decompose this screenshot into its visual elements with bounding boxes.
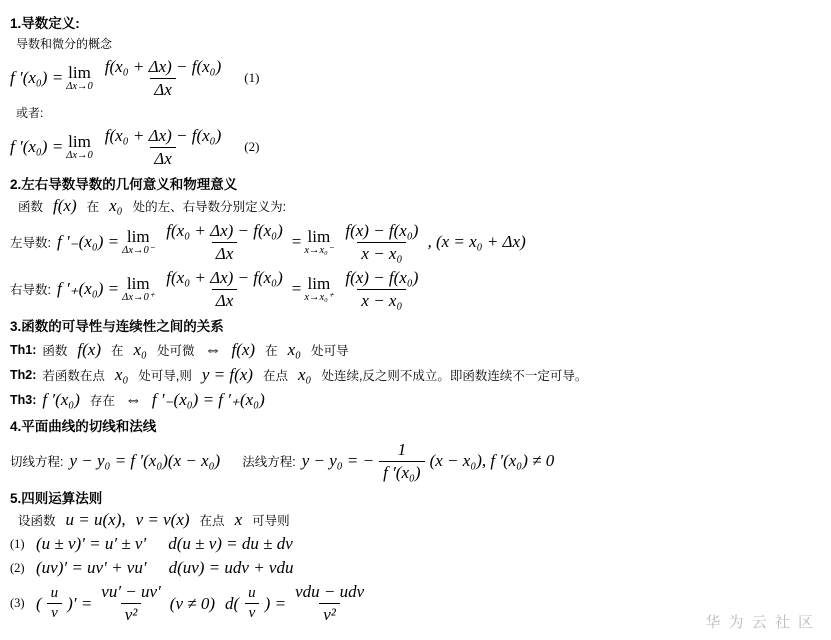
section-heading-5: 5.四则运算法则 bbox=[10, 491, 103, 507]
intro-fx: f(x) bbox=[53, 196, 77, 216]
right-derivative-lhs: f ′₊(x₀) = bbox=[56, 279, 120, 299]
intro-pre: 函数 bbox=[18, 200, 44, 215]
theorem-2-math-b: y = f(x) bbox=[201, 365, 253, 385]
intro-mid: 在 bbox=[86, 200, 100, 215]
fraction-numerator: 1 bbox=[397, 440, 407, 460]
fraction-denominator: v² bbox=[121, 603, 142, 625]
limit-op: lim bbox=[307, 227, 331, 247]
fraction-denominator: v bbox=[245, 603, 260, 622]
tangent-equation: y − y₀ = f ′(x₀)(x − x₀) bbox=[69, 451, 221, 471]
theorem-2 bbox=[10, 365, 821, 385]
rule-3-index: (3) bbox=[10, 596, 25, 611]
fraction-numerator: f(x₀ + Δx) − f(x₀) bbox=[104, 57, 222, 76]
limit-sub: x→x₀⁻ bbox=[304, 245, 334, 257]
fraction-denominator: Δx bbox=[150, 78, 176, 100]
intro-pre: 设函数 bbox=[18, 514, 56, 529]
left-equals: = bbox=[291, 232, 302, 252]
theorem-2-text-b: 处可导,则 bbox=[138, 369, 192, 384]
limit-op: lim bbox=[126, 274, 150, 294]
theorem-2-math-a: x₀ bbox=[114, 365, 129, 385]
fraction-numerator: u bbox=[248, 584, 256, 601]
theorem-1-text-c: 处可微 bbox=[156, 344, 195, 359]
theorem-2-text-a: 若函数在点 bbox=[42, 369, 105, 384]
intro-x0: x₀ bbox=[109, 196, 123, 216]
rule-3-left-lhs-fraction bbox=[47, 585, 63, 623]
theorem-1 bbox=[10, 340, 821, 360]
equation-1-fraction bbox=[101, 57, 225, 99]
intro-post: 可导则 bbox=[252, 514, 290, 529]
watermark: 华 为 云 社 区 bbox=[705, 614, 815, 631]
intro-u: u = u(x), bbox=[65, 510, 126, 530]
rule-row-3 bbox=[10, 582, 821, 624]
equation-2-number: (2) bbox=[244, 139, 260, 155]
theorem-3-math-b: f ′₋(x₀) = f ′₊(x₀) bbox=[151, 390, 265, 410]
normal-lhs: y − y₀ = − bbox=[301, 451, 375, 471]
equation-2 bbox=[10, 126, 821, 168]
section-heading-4: 4.平面曲线的切线和法线 bbox=[10, 419, 157, 435]
fraction-numerator: vdu − udv bbox=[295, 582, 365, 602]
rule-3-left-paren-open: ( bbox=[36, 593, 42, 613]
right-fraction-1 bbox=[162, 268, 286, 310]
right-derivative-label: 右导数: bbox=[10, 283, 51, 298]
intro-x: x bbox=[234, 510, 243, 530]
fraction-numerator: f(x) − f(x₀) bbox=[345, 221, 419, 241]
tangent-label: 切线方程: bbox=[10, 455, 64, 470]
equation-1-limit bbox=[66, 64, 93, 92]
equation-1-lhs: f ′(x₀) = bbox=[10, 68, 64, 88]
fraction-denominator: v² bbox=[319, 603, 340, 625]
theorem-3-text-a: 存在 bbox=[89, 394, 115, 409]
theorem-1-math-a: f(x) bbox=[77, 340, 101, 360]
theorem-1-math-d: x₀ bbox=[287, 340, 302, 360]
fraction-numerator: vu′ − uv′ bbox=[101, 582, 161, 602]
theorem-3-tag: Th3: bbox=[10, 393, 37, 408]
normal-rhs: (x − x₀), f ′(x₀) ≠ 0 bbox=[429, 451, 555, 471]
fraction-denominator: Δx bbox=[150, 147, 176, 169]
left-trailing: , (x = x₀ + Δx) bbox=[427, 232, 526, 252]
rule-2-right: d(uv) = udv + vdu bbox=[168, 558, 294, 578]
limit-op: lim bbox=[126, 227, 150, 247]
intro-mid: 在点 bbox=[199, 514, 225, 529]
theorem-1-math-b: x₀ bbox=[133, 340, 147, 360]
theorem-2-math-c: x₀ bbox=[297, 365, 312, 385]
rule-1-right: d(u ± v) = du ± dv bbox=[168, 534, 293, 554]
rule-2-left: (uv)′ = uv′ + vu′ bbox=[36, 558, 147, 578]
theorem-1-text-b: 在 bbox=[111, 344, 124, 359]
section-heading-3: 3.函数的可导性与连续性之间的关系 bbox=[10, 319, 224, 335]
fraction-numerator: f(x₀ + Δx) − f(x₀) bbox=[104, 126, 222, 146]
left-limit-1 bbox=[122, 228, 154, 256]
fraction-numerator: f(x) − f(x₀) bbox=[345, 268, 419, 288]
theorem-1-math-c: f(x) bbox=[231, 340, 256, 360]
theorem-2-text-d: 处连续,反之则不成立。即函数连续不一定可导。 bbox=[321, 369, 588, 384]
equation-2-fraction bbox=[101, 126, 225, 168]
theorem-1-text-e: 处可导 bbox=[311, 344, 349, 359]
right-fraction-2 bbox=[341, 268, 422, 310]
section-heading-1: 1.导数定义: bbox=[10, 16, 80, 31]
equation-2-limit bbox=[66, 133, 93, 161]
fraction-denominator: x − x₀ bbox=[357, 242, 406, 264]
section-1-note: 导数和微分的概念 bbox=[16, 37, 113, 51]
rule-2-index: (2) bbox=[10, 560, 25, 575]
section-5-intro bbox=[18, 510, 821, 530]
theorem-3 bbox=[10, 390, 821, 410]
limit-sub: Δx→0⁺ bbox=[122, 292, 155, 304]
fraction-denominator: v bbox=[47, 603, 62, 622]
rule-3-right-fraction bbox=[291, 582, 368, 624]
fraction-denominator: f ′(x₀) bbox=[379, 461, 424, 483]
rule-1-left: (u ± v)′ = u′ ± v′ bbox=[36, 534, 147, 554]
normal-fraction bbox=[379, 440, 424, 482]
rule-3-right-lhs: d( bbox=[225, 593, 240, 613]
limit-sub: Δx→0 bbox=[66, 80, 93, 92]
or-label: 或者: bbox=[16, 106, 44, 121]
rule-row-1 bbox=[10, 534, 821, 554]
rule-3-left-condition: (v ≠ 0) bbox=[169, 593, 215, 613]
intro-v: v = v(x) bbox=[135, 510, 190, 530]
fraction-denominator: Δx bbox=[212, 289, 238, 311]
left-limit-2 bbox=[304, 228, 333, 256]
theorem-1-arrow: ⇔ bbox=[204, 340, 222, 360]
equation-1 bbox=[10, 57, 821, 99]
theorem-1-text-d: 在 bbox=[265, 344, 278, 359]
left-derivative-lhs: f ′₋(x₀) = bbox=[56, 232, 120, 252]
theorem-2-text-c: 在点 bbox=[262, 369, 288, 384]
fraction-denominator: Δx bbox=[212, 242, 238, 264]
rule-3-right-eq: ) = bbox=[264, 593, 287, 613]
left-fraction-2 bbox=[341, 221, 422, 263]
theorem-3-math-a: f ′(x₀) bbox=[42, 390, 80, 410]
tangent-normal-equations bbox=[10, 440, 821, 482]
intro-post: 处的左、右导数分别定义为: bbox=[132, 200, 287, 215]
theorem-3-arrow: ⇔ bbox=[124, 390, 142, 410]
limit-sub: Δx→0 bbox=[66, 150, 93, 162]
fraction-numerator: u bbox=[50, 584, 59, 601]
section-heading-2: 2.左右导数导数的几何意义和物理意义 bbox=[10, 177, 238, 193]
section-2-intro bbox=[18, 196, 821, 216]
rule-3-left-eq: ′ = bbox=[72, 593, 93, 613]
theorem-1-tag: Th1: bbox=[10, 343, 37, 358]
rule-3-right-lhs-fraction bbox=[244, 585, 260, 623]
fraction-numerator: f(x₀ + Δx) − f(x₀) bbox=[166, 221, 283, 241]
limit-op: lim bbox=[68, 132, 91, 152]
right-limit-2 bbox=[304, 275, 333, 303]
rule-3-left-fraction bbox=[97, 582, 165, 624]
fraction-denominator: x − x₀ bbox=[357, 289, 406, 311]
rule-1-index: (1) bbox=[10, 536, 25, 551]
left-derivative-label: 左导数: bbox=[10, 236, 51, 251]
rule-row-2 bbox=[10, 558, 821, 578]
right-derivative-equation bbox=[10, 268, 821, 310]
limit-op: lim bbox=[307, 274, 331, 294]
right-limit-1 bbox=[122, 275, 154, 303]
rule-3-left-paren-close: ) bbox=[67, 593, 73, 613]
equation-1-number: (1) bbox=[244, 70, 260, 86]
limit-sub: x→x₀⁺ bbox=[304, 292, 334, 304]
left-fraction-1 bbox=[162, 221, 286, 263]
equation-2-lhs: f ′(x₀) = bbox=[10, 137, 64, 157]
limit-sub: Δx→0⁻ bbox=[122, 245, 155, 257]
limit-op: lim bbox=[68, 63, 91, 83]
normal-label: 法线方程: bbox=[242, 455, 296, 470]
theorem-2-tag: Th2: bbox=[10, 368, 37, 383]
left-derivative-equation bbox=[10, 221, 821, 263]
right-equals: = bbox=[291, 279, 302, 299]
theorem-1-text-a: 函数 bbox=[42, 344, 68, 359]
fraction-numerator: f(x₀ + Δx) − f(x₀) bbox=[166, 268, 283, 288]
